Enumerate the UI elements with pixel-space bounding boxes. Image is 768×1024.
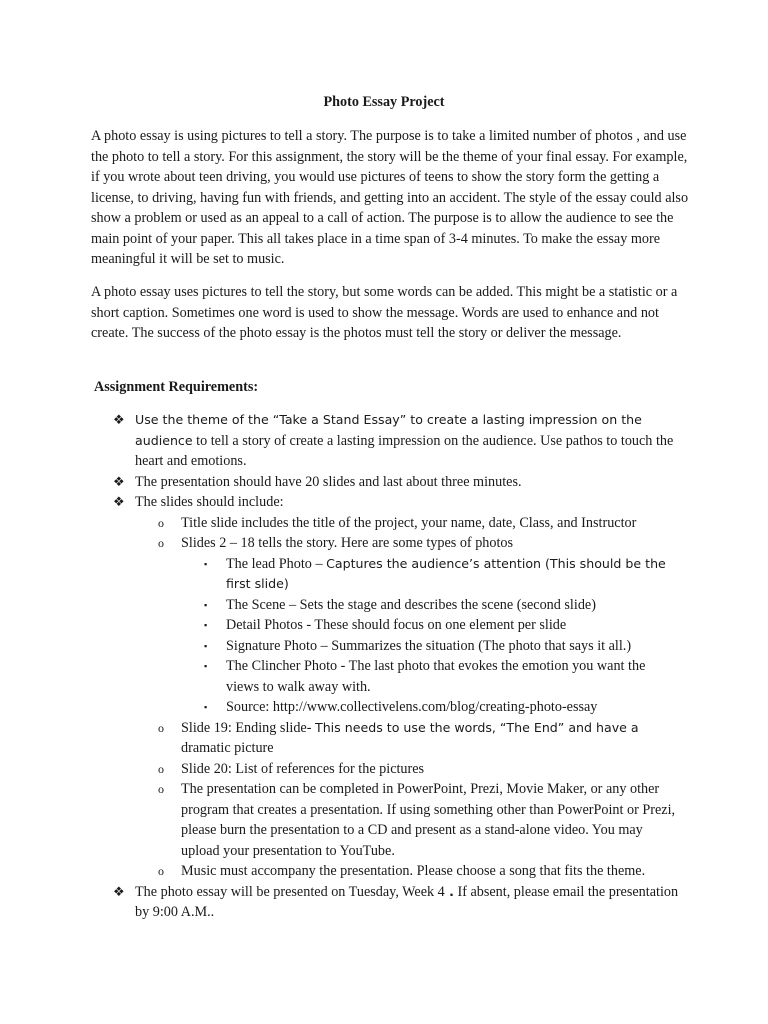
list-item-text: Captures the audience’s attention (This should be the first slide) (226, 555, 666, 591)
circle-bullet-icon: o (158, 515, 164, 530)
list-item-text: This needs to use the words, “The End” and have a (315, 719, 639, 735)
list-item (0, 472, 680, 493)
diamond-bullet-icon: ❖ (113, 494, 125, 509)
list-item-text: The Clincher Photo - The last photo that evokes the emotion you want the views to walk away with. (226, 658, 646, 695)
requirements-heading: Assignment Requirements: (94, 379, 259, 395)
square-bullet-icon: ▪ (204, 620, 208, 630)
diamond-bullet-icon: ❖ (113, 883, 125, 899)
source-url: Source: http://www.collectivelens.com/blog/creating-photo-essay (226, 699, 598, 715)
list-item (0, 759, 680, 780)
list-item-text: Detail Photos - These should focus on one element per slide (226, 617, 567, 633)
diamond-bullet-icon: ❖ (113, 412, 125, 427)
list-item-text: The presentation should have 20 slides and last about three minutes. (135, 473, 522, 490)
list-item-text: If absent, please email the presentation by 9:00 A.M.. (135, 883, 679, 920)
list-item (0, 554, 680, 595)
list-item (0, 636, 680, 657)
circle-bullet-icon: o (158, 720, 164, 735)
list-item (0, 718, 680, 759)
list-item-text: Slides 2 – 18 tells the story. Here are some types of photos (181, 535, 514, 551)
list-item-text: The presentation can be completed in PowerPoint, Prezi, Movie Maker, or any other program that creates a presentation. If using something other than PowerPoint or Prezi, please burn the presentation to a CD and present as a stand-alone video. You may upload your presentation to YouTube. (181, 781, 676, 859)
intro-paragraph: A photo essay is using pictures to tell a story. The purpose is to take a limited number of photos , and use the photo to tell a story. For this assignment, the story will be the theme of your final essay. For example, if you wrote about teen driving, you would use pictures of teens to show the story form the getting a license, to driving, having fun with friends, and getting into an accident. The style of the essay could also show a problem or used as an appeal to a call of action. The purpose is to allow the audience to see the main point of your paper. This all takes place in a time span of 3-4 minutes. To make the essay more meaningful it will be set to music. (91, 128, 689, 267)
list-item (0, 697, 680, 718)
requirements-list (0, 410, 768, 923)
list-item-text: Music must accompany the presentation. Please choose a song that fits the theme. (181, 863, 646, 879)
list-item-text: Slide 20: List of references for the pictures (181, 760, 425, 777)
list-item (0, 882, 680, 923)
words-paragraph: A photo essay uses pictures to tell the story, but some words can be added. This might be a statistic or a short caption. Sometimes one word is used to show the message. Words are used to enhance and not create. The success of the photo essay is the photos must tell the story or deliver the message. (91, 284, 678, 341)
diamond-bullet-icon: ❖ (113, 473, 125, 489)
list-item-text: Signature Photo – Summarizes the situation (The photo that says it all.) (226, 637, 632, 654)
list-item-text: Use the theme of the “Take a Stand Essay” to create a lasting impression on the audience (135, 412, 642, 448)
list-item (0, 615, 680, 636)
list-item (0, 861, 680, 882)
list-item (0, 656, 680, 697)
document-title: Photo Essay Project (323, 94, 445, 110)
square-bullet-icon: ▪ (204, 599, 208, 610)
list-item-text: The Scene – Sets the stage and describes the scene (second slide) (226, 596, 596, 613)
list-item (0, 492, 680, 513)
circle-bullet-icon: o (158, 536, 164, 550)
list-item (0, 779, 680, 861)
square-bullet-icon: ▪ (204, 702, 208, 712)
list-item-text: The slides should include: (135, 494, 284, 510)
list-item-text: Slide 19: Ending slide- (181, 719, 315, 736)
list-item-text: . (444, 883, 454, 899)
list-item-text: Title slide includes the title of the project, your name, date, Class, and Instructor (181, 514, 637, 531)
circle-bullet-icon: o (158, 864, 164, 878)
square-bullet-icon: ▪ (204, 640, 208, 651)
list-item (0, 513, 680, 534)
square-bullet-icon: ▪ (204, 558, 208, 569)
list-item-text: to tell a story of create a lasting impression on the audience. Use pathos to touch the heart and emotions. (135, 432, 674, 469)
list-item-text: The photo essay will be presented on Tuesday, Week 4 (135, 883, 445, 900)
list-item (0, 533, 680, 554)
circle-bullet-icon: o (158, 782, 164, 796)
list-item-text: dramatic picture (181, 740, 274, 756)
square-bullet-icon: ▪ (204, 661, 208, 671)
list-item (0, 410, 680, 472)
list-item-text: The lead Photo – (226, 555, 327, 572)
circle-bullet-icon: o (158, 761, 164, 776)
list-item (0, 595, 680, 616)
